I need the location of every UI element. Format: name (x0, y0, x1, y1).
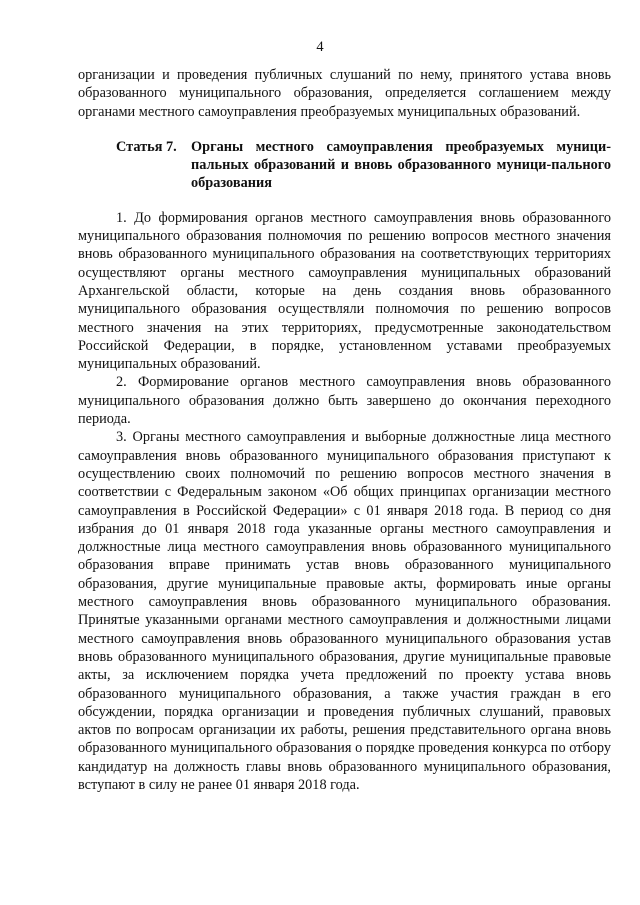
article-title: Органы местного самоуправления преобразуемых муници-пальных образований и вновь образованного муници-пального образования (191, 138, 611, 192)
paragraph-3: 3. Органы местного самоуправления и выборные должностные лица местного самоуправления вновь образованного муниципального образования приступают к осуществлению своих полномочий по решению вопросов местного значения в соответствии с Федеральным законом «Об общих принципах организации местного самоуправления в Российской Федерации» с 01 января 2018 года. В период со дня избрания до 01 января 2018 года указанные органы местного самоуправления и должностные лица местного самоуправления вновь образованного муниципального образования вправе принимать устав вновь образованного муниципального образования, другие муниципальные правовые акты, формировать иные органы местного самоуправления вновь образованного муниципального образования. Принятые указанными органами местного самоуправления и должностными лицами местного самоуправления вновь образованного муниципального образования устав вновь образованного муниципального образования, другие муниципальные правовые акты, за исключением порядка учета предложений по проекту устава вновь образованного муниципального образования, а также участия граждан в его обсуждении, порядка организации и проведения публичных слушаний, правовых актов по вопросам организации их работы, решения представительного органа вновь образованного муниципального образования о порядке проведения конкурса по отбору кандидатур на должность главы вновь образованного муниципального образования, вступают в силу не ранее 01 января 2018 года. (78, 429, 611, 793)
article-number: Статья 7. (116, 138, 177, 155)
document-body (78, 66, 611, 794)
page-number: 4 (316, 39, 324, 55)
article-heading (78, 138, 611, 193)
paragraph-1: 1. До формирования органов местного самоуправления вновь образованного муниципального образования полномочия по решению вопросов местного значения вновь образованного муниципального образования на соответствующих территориях осуществляют органы местного самоуправления муниципальных образований Архангельской области, которые на день создания вновь образованного муниципального образования осуществляли полномочия по решению вопросов местного значения на этих территориях, предусмотренные законодательством Российской Федерации, в порядке, установленном уставами преобразуемых муниципальных образований. (78, 209, 611, 373)
paragraph-2: 2. Формирование органов местного самоуправления вновь образованного муниципального образования должно быть завершено до окончания переходного периода. (78, 374, 611, 428)
intro-paragraph: организации и проведения публичных слушаний по нему, принятого устава вновь образованного муниципального образования, определяется соглашением между органами местного самоуправления преобразуемых муниципальных образований. (78, 67, 611, 120)
